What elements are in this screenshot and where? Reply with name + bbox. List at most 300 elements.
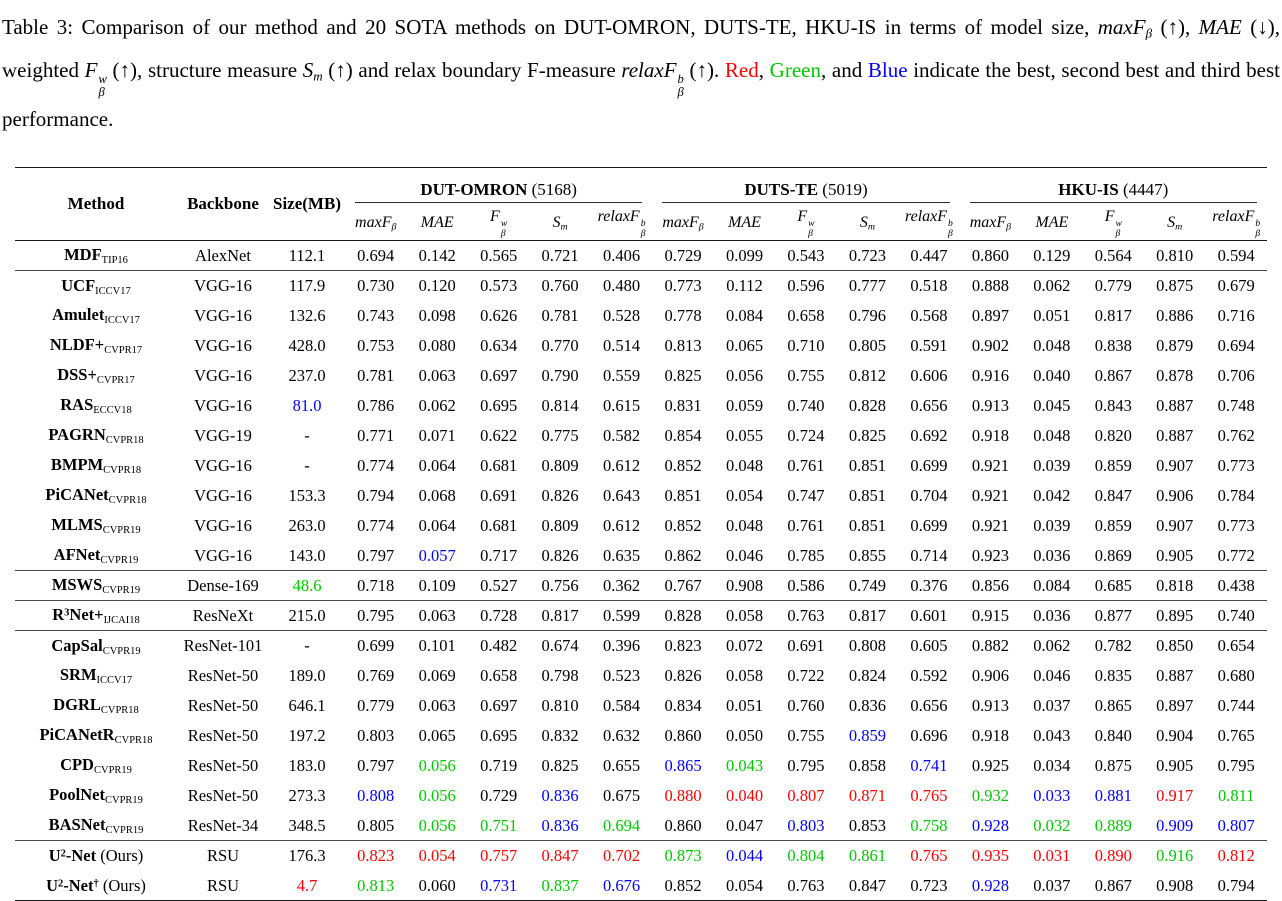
metric-value-cell: 0.785 — [787, 545, 825, 565]
metric-value-cell: 0.769 — [357, 665, 395, 685]
metric-value-cell: 0.838 — [1094, 335, 1132, 355]
method-cell — [15, 601, 177, 631]
metric-value-cell: 0.867 — [1094, 365, 1132, 385]
method-cell — [15, 331, 177, 361]
math-base: F — [490, 208, 500, 226]
method-cell — [15, 511, 177, 541]
metric-value-cell: 0.856 — [971, 575, 1009, 595]
backbone-cell: AlexNet — [195, 245, 251, 265]
method-venue: CVPR19 — [100, 555, 139, 567]
metric-value-cell: 0.781 — [541, 305, 579, 325]
metric-value-cell: 0.582 — [603, 425, 641, 445]
metric-value-cell: 0.825 — [848, 425, 886, 445]
metric-value-cell: 0.765 — [1217, 725, 1255, 745]
metric-value-cell: 0.101 — [418, 636, 456, 656]
metric-value-cell: 0.879 — [1156, 335, 1194, 355]
metric-header — [652, 206, 713, 241]
math-sub: m — [1175, 221, 1183, 233]
metric-value-cell: 0.062 — [1033, 636, 1071, 656]
backbone-cell: ResNet-50 — [187, 785, 259, 805]
math-symbol — [355, 214, 396, 231]
metric-value-cell: 0.605 — [910, 636, 948, 656]
metric-value-cell: 0.760 — [541, 276, 579, 296]
dataset-group-label — [355, 172, 642, 203]
metric-value-cell: 0.889 — [1094, 815, 1132, 835]
metric-value-cell: 0.880 — [664, 785, 702, 805]
method-name — [51, 636, 140, 655]
math-sup: b — [677, 72, 684, 87]
method-text: SRM — [59, 665, 97, 685]
math-sub: β — [948, 227, 953, 239]
size-cell: 112.1 — [288, 245, 326, 265]
dataset-count: (5019) — [818, 179, 868, 199]
metric-value-cell: 0.837 — [541, 875, 579, 895]
metric-value-cell: 0.834 — [664, 695, 702, 715]
metric-value-cell: 0.037 — [1033, 875, 1071, 895]
math-sub: β — [1255, 227, 1261, 239]
metric-value-cell: 0.112 — [726, 276, 763, 296]
metric-value-cell: 0.741 — [910, 755, 948, 775]
backbone-cell: VGG-16 — [194, 515, 252, 535]
metric-value-cell: 0.826 — [541, 485, 579, 505]
metric-header — [775, 206, 836, 241]
metric-value-cell: 0.909 — [1156, 815, 1194, 835]
method-cell — [15, 661, 177, 691]
method-venue: CVPR19 — [102, 585, 141, 597]
math-sub: β — [1006, 221, 1012, 233]
math-symbol — [621, 58, 684, 99]
metric-value-cell: 0.033 — [1033, 785, 1071, 805]
table-body — [15, 241, 1267, 901]
metric-value-cell: 0.843 — [1094, 395, 1132, 415]
math-sub: β — [808, 227, 813, 239]
metric-value-cell: 0.772 — [1217, 545, 1255, 565]
metric-value-cell: 0.058 — [725, 605, 764, 625]
metric-value-cell: 0.559 — [603, 365, 641, 385]
backbone-cell: VGG-16 — [194, 485, 252, 505]
method-text: Net+ — [69, 605, 104, 625]
metric-value-cell: 0.716 — [1217, 305, 1255, 325]
metric-value-cell: 0.887 — [1156, 425, 1194, 445]
table-row — [15, 691, 1267, 721]
metric-value-cell: 0.882 — [971, 636, 1009, 656]
metric-value-cell: 0.823 — [357, 846, 395, 866]
metric-value-cell: 0.832 — [541, 725, 579, 745]
math-base: MAE — [728, 214, 761, 232]
metric-value-cell: 0.861 — [848, 846, 886, 866]
metric-value-cell: 0.847 — [848, 875, 886, 895]
metric-value-cell: 0.907 — [1156, 515, 1194, 535]
metric-value-cell: 0.840 — [1094, 725, 1132, 745]
math-base: maxF — [355, 214, 392, 232]
metric-value-cell: 0.643 — [603, 485, 641, 505]
method-text: MSWS — [51, 575, 103, 595]
method-cell — [15, 541, 177, 571]
math-symbol — [1035, 214, 1068, 231]
metric-value-cell: 0.918 — [971, 725, 1009, 745]
metric-value-cell: 0.761 — [787, 515, 825, 535]
math-base: relaxF — [904, 208, 948, 226]
size-cell: 237.0 — [288, 365, 326, 385]
metric-value-cell: 0.072 — [725, 636, 764, 656]
table-row — [15, 841, 1267, 871]
method-text: PAGRN — [48, 425, 106, 445]
math-base: MAE — [1035, 214, 1069, 232]
metric-value-cell: 0.902 — [971, 335, 1009, 355]
math-sup: w — [808, 218, 815, 230]
math-base: MAE — [1198, 15, 1242, 39]
dataset-group-header — [960, 168, 1267, 206]
math-sub: m — [313, 68, 323, 84]
method-name — [49, 785, 143, 807]
metric-value-cell: 0.873 — [664, 846, 702, 866]
method-name — [60, 395, 132, 417]
metric-value-cell: 0.887 — [1156, 665, 1194, 685]
table-row — [15, 751, 1267, 781]
metric-value-cell: 0.065 — [418, 725, 456, 745]
metric-value-cell: 0.865 — [1094, 695, 1132, 715]
metric-value-cell: 0.518 — [910, 276, 948, 296]
metric-value-cell: 0.655 — [603, 755, 641, 775]
math-symbol — [1199, 15, 1242, 39]
method-venue: ICCV17 — [95, 285, 131, 297]
metric-value-cell: 0.916 — [1156, 846, 1194, 866]
dataset-group-header — [652, 168, 959, 206]
metric-value-cell: 0.860 — [971, 245, 1009, 265]
metric-value-cell: 0.890 — [1094, 846, 1132, 866]
method-text: AFNet — [53, 545, 101, 565]
metric-value-cell: 0.723 — [910, 875, 948, 895]
metric-value-cell: 0.099 — [725, 245, 764, 265]
caption-color-word-third: Blue — [867, 58, 908, 82]
size-cell: 143.0 — [288, 545, 326, 565]
metric-value-cell: 0.044 — [725, 846, 764, 866]
math-sub: β — [1115, 227, 1121, 239]
method-text: R — [52, 605, 65, 625]
method-name — [59, 665, 133, 687]
metric-value-cell: 0.109 — [418, 575, 456, 595]
metric-value-cell: 0.721 — [541, 245, 579, 265]
caption-text: (↑). — [683, 58, 725, 82]
metric-value-cell: 0.043 — [1033, 725, 1071, 745]
backbone-cell: ResNet-50 — [187, 725, 259, 745]
method-ours-tag: (Ours) — [98, 875, 146, 895]
metric-value-cell: 0.728 — [480, 605, 518, 625]
metric-value-cell: 0.906 — [971, 665, 1009, 685]
table-row — [15, 721, 1267, 751]
caption-text: , and — [820, 58, 868, 82]
metric-value-cell: 0.447 — [910, 245, 948, 265]
metric-header — [960, 206, 1021, 241]
metric-value-cell: 0.586 — [787, 575, 825, 595]
method-cell — [15, 721, 177, 751]
metric-value-cell: 0.905 — [1156, 755, 1194, 775]
math-symbol — [303, 58, 323, 82]
size-cell: 153.3 — [288, 485, 326, 505]
metric-value-cell: 0.855 — [848, 545, 886, 565]
metric-value-cell: 0.031 — [1033, 846, 1071, 866]
metric-value-cell: 0.817 — [1094, 305, 1132, 325]
caption-color-word-second: Green — [769, 58, 821, 82]
metric-header — [1144, 206, 1205, 241]
metric-value-cell: 0.831 — [664, 395, 702, 415]
method-cell — [15, 571, 177, 601]
metric-value-cell: 0.632 — [603, 725, 641, 745]
metric-value-cell: 0.699 — [910, 515, 948, 535]
method-venue: IJCAI18 — [103, 615, 140, 627]
backbone-cell: VGG-16 — [194, 545, 252, 565]
size-cell: 646.1 — [288, 695, 326, 715]
metric-value-cell: 0.036 — [1033, 605, 1071, 625]
metric-value-cell: 0.697 — [480, 695, 518, 715]
method-venue: CVPR19 — [102, 525, 141, 537]
math-sub: m — [867, 221, 875, 233]
metric-value-cell: 0.691 — [480, 485, 518, 505]
metric-value-cell: 0.729 — [480, 785, 518, 805]
math-sup: b — [948, 218, 953, 230]
metric-value-cell: 0.046 — [725, 545, 764, 565]
metric-value-cell: 0.825 — [541, 755, 579, 775]
metric-value-cell: 0.888 — [971, 276, 1009, 296]
column-header-sizemb: Size(MB) — [273, 194, 341, 214]
method-cell — [15, 481, 177, 511]
metric-value-cell: 0.790 — [541, 365, 579, 385]
dataset-group-label — [662, 172, 949, 203]
metric-value-cell: 0.565 — [480, 245, 518, 265]
metric-value-cell: 0.060 — [418, 875, 456, 895]
metric-value-cell: 0.723 — [848, 245, 886, 265]
metric-value-cell: 0.887 — [1156, 395, 1194, 415]
metric-value-cell: 0.797 — [357, 545, 395, 565]
method-cell — [15, 781, 177, 811]
metric-value-cell: 0.717 — [480, 545, 518, 565]
size-cell: 428.0 — [288, 335, 326, 355]
metric-value-cell: 0.606 — [910, 365, 948, 385]
metric-value-cell: 0.753 — [357, 335, 395, 355]
method-text: DGRL — [53, 695, 101, 715]
method-name — [51, 515, 141, 537]
metric-value-cell: 0.803 — [787, 815, 825, 835]
metric-value-cell: 0.084 — [725, 305, 764, 325]
method-text: PiCANetR — [39, 725, 115, 745]
table-row — [15, 331, 1267, 361]
column-header-backbone: Backbone — [187, 194, 259, 214]
metric-value-cell: 0.527 — [480, 575, 518, 595]
metric-value-cell: 0.803 — [357, 725, 395, 745]
method-venue: CVPR19 — [102, 645, 141, 657]
method-name — [49, 846, 144, 865]
metric-value-cell: 0.862 — [664, 545, 702, 565]
metric-value-cell: 0.699 — [910, 455, 948, 475]
method-name — [50, 455, 142, 477]
method-name — [57, 365, 135, 387]
math-base: S — [302, 58, 314, 82]
metric-header — [1205, 206, 1267, 241]
metric-value-cell: 0.782 — [1094, 636, 1132, 656]
math-sub: β — [98, 84, 105, 99]
metric-value-cell: 0.865 — [664, 755, 702, 775]
size-cell: 348.5 — [288, 815, 326, 835]
metric-header — [591, 206, 653, 241]
method-cell — [15, 751, 177, 781]
metric-value-cell: 0.860 — [664, 725, 702, 745]
size-cell: - — [304, 636, 310, 656]
metric-value-cell: 0.881 — [1094, 785, 1132, 805]
metric-value-cell: 0.859 — [1094, 455, 1132, 475]
metric-value-cell: 0.913 — [971, 395, 1009, 415]
metric-value-cell: 0.691 — [787, 636, 825, 656]
method-cell — [15, 811, 177, 841]
backbone-cell: VGG-16 — [194, 395, 252, 415]
metric-value-cell: 0.675 — [603, 785, 641, 805]
math-supsub — [948, 219, 953, 238]
metric-value-cell: 0.850 — [1156, 636, 1194, 656]
metric-value-cell: 0.722 — [787, 665, 825, 685]
metric-value-cell: 0.758 — [910, 815, 948, 835]
metric-value-cell: 0.817 — [848, 605, 886, 625]
metric-value-cell: 0.056 — [418, 815, 456, 835]
metric-value-cell: 0.055 — [725, 425, 764, 445]
metric-value-cell: 0.068 — [418, 485, 456, 505]
metric-value-cell: 0.756 — [541, 575, 579, 595]
metric-value-cell: 0.047 — [725, 815, 764, 835]
metric-value-cell: 0.853 — [848, 815, 886, 835]
metric-value-cell: 0.396 — [603, 636, 641, 656]
metric-value-cell: 0.773 — [664, 276, 702, 296]
math-base: MAE — [420, 214, 454, 232]
metric-value-cell: 0.886 — [1156, 305, 1194, 325]
metric-value-cell: 0.804 — [787, 846, 825, 866]
dataset-name: HKU-IS — [1058, 179, 1119, 199]
metric-value-cell: 0.635 — [603, 545, 641, 565]
backbone-cell: VGG-16 — [194, 305, 252, 325]
math-supsub — [641, 219, 646, 238]
metric-value-cell: 0.695 — [480, 395, 518, 415]
metric-value-cell: 0.913 — [971, 695, 1009, 715]
math-supsub — [1255, 219, 1260, 238]
size-cell: 189.0 — [288, 665, 326, 685]
metric-value-cell: 0.836 — [541, 785, 579, 805]
metric-value-cell: 0.858 — [848, 755, 886, 775]
metric-value-cell: 0.814 — [541, 395, 579, 415]
metric-value-cell: 0.098 — [418, 305, 456, 325]
math-symbol — [1098, 15, 1152, 39]
caption-text: (↑), — [1152, 15, 1199, 39]
metric-value-cell: 0.674 — [541, 636, 579, 656]
metric-value-cell: 0.591 — [910, 335, 948, 355]
table-row — [15, 511, 1267, 541]
backbone-cell: VGG-16 — [194, 365, 252, 385]
math-sup: w — [98, 72, 107, 87]
table-row — [15, 601, 1267, 631]
metric-header — [345, 206, 406, 241]
metric-value-cell: 0.594 — [1217, 245, 1255, 265]
metric-value-cell: 0.847 — [541, 846, 579, 866]
method-cell — [15, 841, 177, 871]
method-cell — [15, 451, 177, 481]
metric-value-cell: 0.852 — [664, 875, 702, 895]
backbone-cell: ResNet-50 — [187, 755, 259, 775]
metric-value-cell: 0.798 — [541, 665, 579, 685]
metric-value-cell: 0.622 — [480, 425, 518, 445]
metric-value-cell: 0.811 — [1217, 785, 1255, 805]
metric-value-cell: 0.777 — [848, 276, 886, 296]
backbone-cell: RSU — [206, 875, 240, 895]
metric-value-cell: 0.056 — [725, 365, 764, 385]
method-venue: CVPR18 — [100, 705, 139, 717]
metric-value-cell: 0.612 — [603, 455, 641, 475]
method-text: DSS+ — [57, 365, 97, 385]
math-base: relaxF — [1212, 208, 1255, 226]
method-cell — [15, 421, 177, 451]
metric-value-cell: 0.573 — [480, 276, 518, 296]
metric-value-cell: 0.654 — [1217, 636, 1255, 656]
metric-value-cell: 0.810 — [541, 695, 579, 715]
metric-value-cell: 0.748 — [1217, 395, 1255, 415]
metric-value-cell: 0.685 — [1094, 575, 1132, 595]
math-symbol — [597, 208, 646, 239]
math-sup: b — [640, 218, 646, 230]
metric-value-cell: 0.828 — [848, 395, 886, 415]
method-sup: 2 — [57, 878, 64, 890]
metric-value-cell: 0.755 — [787, 365, 825, 385]
metric-value-cell: 0.599 — [603, 605, 641, 625]
method-venue: ECCV18 — [93, 405, 132, 417]
metric-value-cell: 0.063 — [418, 605, 456, 625]
metric-value-cell: 0.763 — [787, 605, 825, 625]
math-base: S — [1167, 214, 1176, 232]
metric-value-cell: 0.568 — [910, 305, 948, 325]
metric-value-cell: 0.907 — [1156, 455, 1194, 475]
math-sub: β — [1145, 25, 1153, 41]
method-name — [60, 755, 132, 777]
metric-value-cell: 0.564 — [1094, 245, 1132, 265]
metric-value-cell: 0.601 — [910, 605, 948, 625]
metric-value-cell: 0.051 — [1033, 305, 1071, 325]
metric-value-cell: 0.744 — [1217, 695, 1255, 715]
metric-value-cell: 0.810 — [1156, 245, 1194, 265]
metric-value-cell: 0.809 — [541, 515, 579, 535]
method-name — [64, 245, 128, 267]
metric-value-cell: 0.836 — [541, 815, 579, 835]
table-row — [15, 571, 1267, 601]
method-name — [49, 335, 143, 357]
method-text: -Net — [63, 875, 94, 895]
metric-value-cell: 0.835 — [1094, 665, 1132, 685]
metric-value-cell: 0.039 — [1033, 515, 1071, 535]
metric-value-cell: 0.058 — [725, 665, 764, 685]
column-header-method: Method — [67, 194, 125, 214]
table-row — [15, 421, 1267, 451]
metric-value-cell: 0.680 — [1217, 665, 1255, 685]
metric-value-cell: 0.710 — [787, 335, 825, 355]
metric-value-cell: 0.813 — [664, 335, 702, 355]
metric-value-cell: 0.917 — [1156, 785, 1194, 805]
metric-value-cell: 0.699 — [357, 636, 395, 656]
math-symbol — [904, 208, 953, 239]
metric-value-cell: 0.778 — [664, 305, 702, 325]
metric-value-cell: 0.039 — [1033, 455, 1071, 475]
math-sup: b — [1255, 218, 1261, 230]
metric-value-cell: 0.656 — [910, 395, 948, 415]
method-text: BMPM — [50, 455, 104, 475]
method-name — [61, 276, 131, 295]
metric-header — [714, 206, 775, 241]
metric-value-cell: 0.046 — [1033, 665, 1071, 685]
metric-value-cell: 0.867 — [1094, 875, 1132, 895]
table-row — [15, 301, 1267, 331]
metric-value-cell: 0.795 — [787, 755, 825, 775]
